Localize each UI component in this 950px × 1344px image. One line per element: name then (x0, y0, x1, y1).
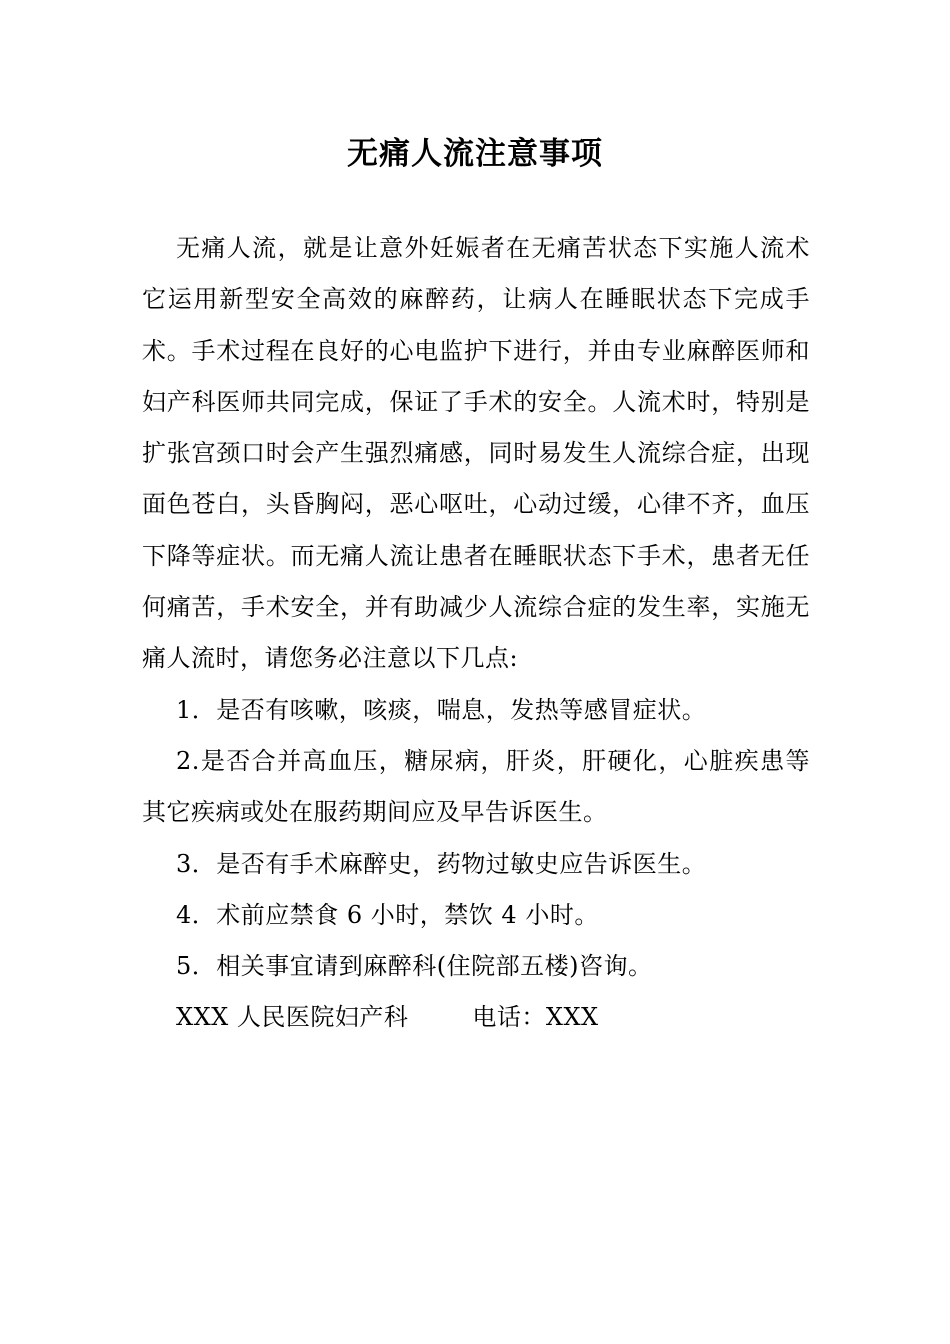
footer-line (142, 992, 810, 1043)
list-item-1: 1．是否有咳嗽，咳痰，喘息，发热等感冒症状。 (176, 695, 707, 724)
footer-phone: 电话：XXX (472, 1003, 599, 1032)
intro-paragraph: 无痛人流，就是让意外妊娠者在无痛苦状态下实施人流术它运用新型安全高效的麻醉药，让病人在睡眠状态下完成手术。手术过程在良好的心电监护下进行，并由专业麻醉医师和妇产科医师共同完成，保证了手术的安全。人流术时，特别是扩张宫颈口时会产生强烈痛感，同时易发生人流综合症，出现面色苍白，头昏胸闷，恶心呕吐，心动过缓，心律不齐，血压下降等症状。而无痛人流让患者在睡眠状态下手术，患者无任何痛苦，手术安全，并有助减少人流综合症的发生率，实施无痛人流时，请您务必注意以下几点: (142, 234, 810, 673)
list-item-4: 4．术前应禁食 6 小时，禁饮 4 小时。 (176, 900, 599, 929)
list-item-3: 3．是否有手术麻醉史，药物过敏史应告诉医生。 (176, 849, 707, 878)
document-body (142, 223, 810, 1044)
list-item-2: 2.是否合并高血压，糖尿病，肝炎，肝硬化，心脏疾患等其它疾病或处在服药期间应及早告诉医生。 (142, 746, 810, 827)
list-item-5: 5．相关事宜请到麻醉科(住院部五楼)咨询。 (176, 952, 653, 981)
document-title: 无痛人流注意事项 (347, 136, 603, 172)
footer-organization: XXX 人民医院妇产科 (176, 1003, 409, 1032)
